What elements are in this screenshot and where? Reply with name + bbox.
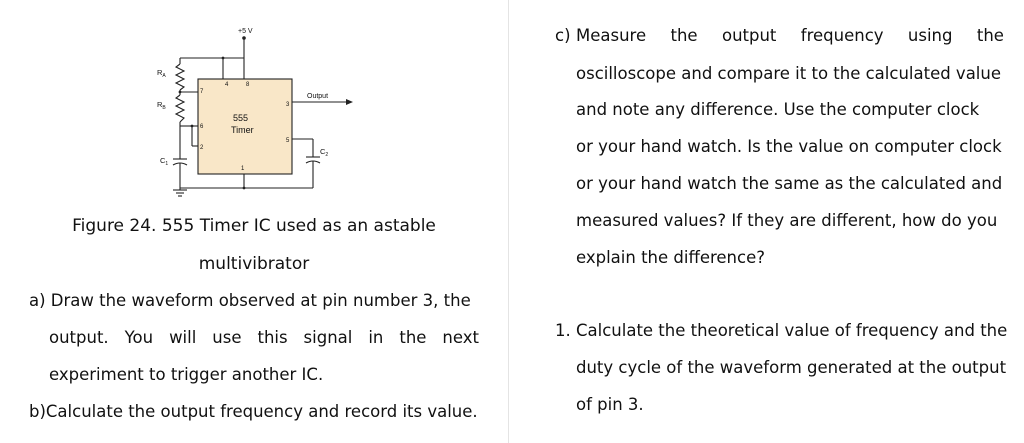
item-1-number: 1.: [555, 321, 571, 340]
item-1-line3: of pin 3.: [576, 395, 644, 414]
item-a-line1: a) Draw the waveform observed at pin number 3, the: [29, 291, 471, 310]
pin-3-label: 3: [286, 102, 290, 108]
item-c-line1: Measure the output frequency using the: [576, 26, 1004, 45]
item-1-line2: duty cycle of the waveform generated at the output: [576, 358, 1007, 377]
chip-label-line1: 555: [233, 113, 249, 123]
supply-label: +5 V: [238, 28, 253, 35]
c1-label: $C_1$: [160, 156, 169, 167]
rb-label: $R_B$: [157, 100, 166, 111]
item-a-line3: experiment to trigger another IC.: [49, 365, 324, 384]
item-c-line4: or your hand watch. Is the value on computer clock: [576, 137, 1002, 156]
ra-label: $R_A$: [157, 68, 166, 79]
pin-2-label: 2: [200, 145, 204, 151]
c2-label: $C_2$: [320, 147, 329, 158]
item-c-line5: or your hand watch the same as the calculated and: [576, 174, 1003, 193]
astable-555-schematic: [140, 22, 380, 202]
item-c-line6: measured values? If they are different, how do you: [576, 211, 998, 230]
item-b: b)Calculate the output frequency and record its value.: [29, 402, 478, 421]
pin-6-label: 6: [200, 124, 204, 130]
item-a-line2: output. You will use this signal in the next: [49, 328, 479, 347]
figure-caption-line1: Figure 24. 555 Timer IC used as an astable: [72, 216, 436, 236]
item-c-line7: explain the difference?: [576, 248, 765, 267]
column-divider: [508, 0, 509, 443]
chip-label-line2: Timer: [231, 125, 254, 135]
item-c-prefix: c): [555, 26, 571, 45]
item-1-line1: Calculate the theoretical value of frequency and the: [576, 321, 1008, 340]
item-c-line3: and note any difference. Use the computer clock: [576, 100, 980, 119]
figure-caption-line2: multivibrator: [198, 254, 310, 274]
pin-1-label: 1: [241, 166, 245, 172]
pin-5-label: 5: [286, 138, 290, 144]
item-c-line2: oscilloscope and compare it to the calculated value: [576, 64, 1002, 83]
pin-4-label: 4: [225, 82, 229, 88]
output-label: Output: [307, 93, 329, 100]
pin-7-label: 7: [200, 89, 204, 95]
pin-8-label: 8: [246, 82, 250, 88]
